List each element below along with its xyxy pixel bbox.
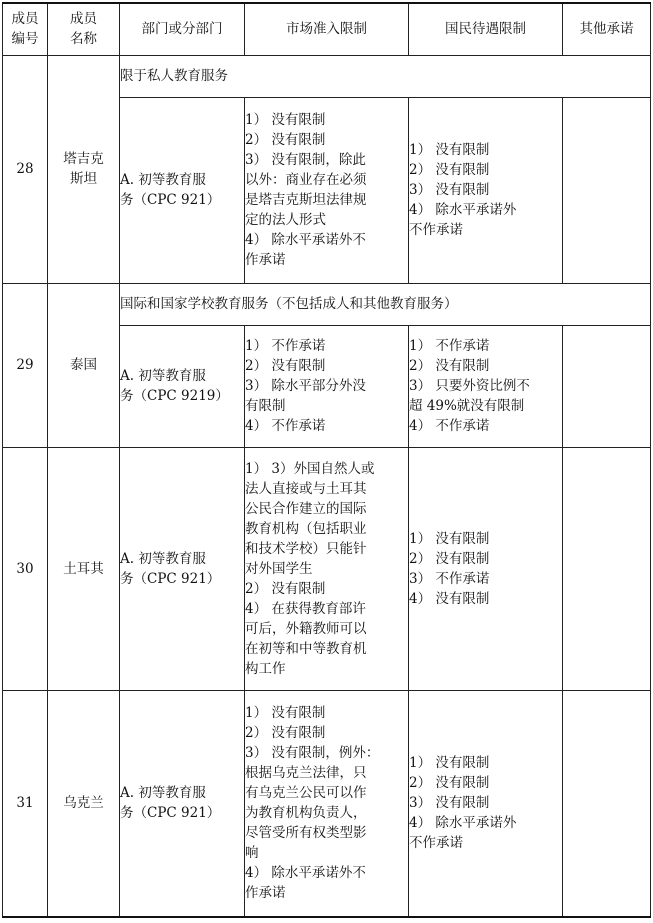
sector-line: 务（CPC 921）: [120, 192, 221, 208]
sector-line: A. 初等教育服: [120, 550, 206, 567]
market-access-line: 公民合作建立的国际: [245, 500, 367, 517]
scope-note: 限于私人教育服务: [120, 55, 651, 97]
national-treatment-line: 1） 不作承诺: [409, 338, 490, 354]
other-commitments-cell: [563, 97, 651, 283]
member-name: [48, 690, 120, 917]
header-member-name: [48, 3, 120, 55]
national-treatment-line: 2） 没有限制: [409, 358, 490, 374]
header-member-no: [3, 3, 48, 55]
market-access-line: 和技术学校）只能针: [245, 540, 367, 557]
national-treatment-line: 2） 没有限制: [409, 550, 490, 567]
market-access-line: 定的法人形式: [245, 212, 326, 228]
header-member-no-line2: 编号: [11, 31, 39, 48]
header-market-access: 市场准入限制: [245, 3, 409, 55]
market-access-line: 教育机构（包括职业: [245, 520, 367, 537]
header-member-name-line2: 名称: [70, 31, 97, 48]
market-access-line: 作承诺: [245, 885, 286, 902]
national-treatment-cell: [409, 325, 563, 447]
member-name-line: 泰国: [70, 357, 97, 373]
other-commitments-cell: [563, 325, 651, 447]
market-access-cell: [245, 690, 409, 917]
market-access-line: 1） 不作承诺: [245, 338, 326, 354]
table-row: [3, 55, 651, 97]
national-treatment-line: 1） 没有限制: [409, 530, 490, 547]
header-national-treatment: 国民待遇限制: [409, 3, 563, 55]
member-name: [48, 283, 120, 447]
table-row: [3, 447, 651, 690]
national-treatment-line: 4） 不作承诺: [409, 418, 490, 434]
commitments-table: [2, 2, 651, 918]
market-access-line: 构工作: [245, 660, 286, 677]
member-number: 30: [3, 447, 48, 690]
header-row: [3, 3, 651, 55]
header-sector: 部门或分部门: [120, 3, 245, 55]
national-treatment-line: 4） 没有限制: [409, 590, 490, 607]
national-treatment-cell: [409, 447, 563, 690]
national-treatment-line: 1） 没有限制: [409, 142, 490, 158]
sector-cell: [120, 690, 245, 917]
sector-line: A. 初等教育服: [120, 172, 206, 188]
market-access-line: 2） 没有限制: [245, 358, 326, 374]
market-access-line: 根据乌克兰法律，只: [245, 765, 367, 782]
national-treatment-cell: [409, 690, 563, 917]
national-treatment-line: 3） 不作承诺: [409, 570, 490, 587]
national-treatment-line: 4） 除水平承诺外: [409, 815, 517, 832]
market-access-line: 有乌克兰公民可以作: [245, 785, 367, 802]
member-name: [48, 55, 120, 283]
member-number: 31: [3, 690, 48, 917]
market-access-line: 是塔吉克斯坦法律规: [245, 192, 367, 208]
national-treatment-line: 2） 没有限制: [409, 162, 490, 178]
member-name-line: 土耳其: [63, 560, 104, 577]
market-access-cell: [245, 447, 409, 690]
member-number: 28: [3, 55, 48, 283]
market-access-line: 尽管受所有权类型影: [245, 825, 367, 842]
market-access-line: 以外：商业存在必须: [245, 172, 367, 188]
national-treatment-line: 3） 没有限制: [409, 795, 490, 812]
table-row: [3, 283, 651, 325]
header-member-name-line1: 成员: [70, 11, 97, 28]
national-treatment-line: 2） 没有限制: [409, 775, 490, 792]
member-name-line: 斯坦: [70, 171, 97, 187]
member-name-line: 乌克兰: [63, 795, 104, 812]
member-number: 29: [3, 283, 48, 447]
national-treatment-cell: [409, 97, 563, 283]
market-access-line: 对外国学生: [245, 560, 313, 577]
header-member-no-line1: 成员: [11, 11, 39, 28]
market-access-line: 3） 没有限制，除此: [245, 152, 366, 168]
sector-line: A. 初等教育服: [120, 785, 206, 802]
sector-line: 务（CPC 921）: [120, 805, 221, 822]
market-access-line: 作承诺: [245, 252, 286, 268]
other-commitments-cell: [563, 447, 651, 690]
market-access-line: 4） 除水平承诺外不: [245, 232, 366, 248]
market-access-line: 4） 不作承诺: [245, 418, 326, 434]
market-access-line: 1） 没有限制: [245, 112, 326, 128]
scope-note: 国际和国家学校教育服务（不包括成人和其他教育服务）: [120, 283, 651, 325]
market-access-line: 3） 除水平部分外没: [245, 378, 366, 394]
market-access-line: 3） 没有限制，例外：: [245, 745, 380, 762]
header-other-commitments: 其他承诺: [563, 3, 651, 55]
sector-cell: [120, 447, 245, 690]
market-access-line: 4） 在获得教育部许: [245, 600, 366, 617]
table-row: [3, 690, 651, 917]
market-access-line: 有限制: [245, 398, 286, 414]
market-access-line: 4） 除水平承诺外不: [245, 865, 366, 882]
market-access-line: 1） 3）外国自然人或: [245, 460, 375, 477]
sector-line: 务（CPC 9219）: [120, 388, 229, 404]
market-access-line: 2） 没有限制: [245, 132, 326, 148]
market-access-cell: [245, 325, 409, 447]
national-treatment-line: 超 49%就没有限制: [409, 398, 525, 414]
market-access-line: 可后，外籍教师可以: [245, 620, 367, 637]
market-access-cell: [245, 97, 409, 283]
national-treatment-line: 3） 只要外资比例不: [409, 378, 530, 394]
sector-cell: [120, 325, 245, 447]
national-treatment-line: 1） 没有限制: [409, 755, 490, 772]
national-treatment-line: 3） 没有限制: [409, 182, 490, 198]
sector-cell: [120, 97, 245, 283]
national-treatment-line: 4） 除水平承诺外: [409, 202, 517, 218]
other-commitments-cell: [563, 690, 651, 917]
market-access-line: 2） 没有限制: [245, 725, 326, 742]
market-access-line: 在初等和中等教育机: [245, 640, 367, 657]
sector-line: 务（CPC 921）: [120, 570, 221, 587]
market-access-line: 法人直接或与土耳其: [245, 480, 367, 497]
national-treatment-line: 不作承诺: [409, 222, 463, 238]
market-access-line: 1） 没有限制: [245, 705, 326, 722]
market-access-line: 响: [245, 845, 259, 862]
member-name: [48, 447, 120, 690]
member-name-line: 塔吉克: [63, 151, 104, 167]
sector-line: A. 初等教育服: [120, 368, 206, 384]
market-access-line: 2） 没有限制: [245, 580, 326, 597]
national-treatment-line: 不作承诺: [409, 835, 463, 852]
market-access-line: 为教育机构负责人，: [245, 805, 367, 822]
